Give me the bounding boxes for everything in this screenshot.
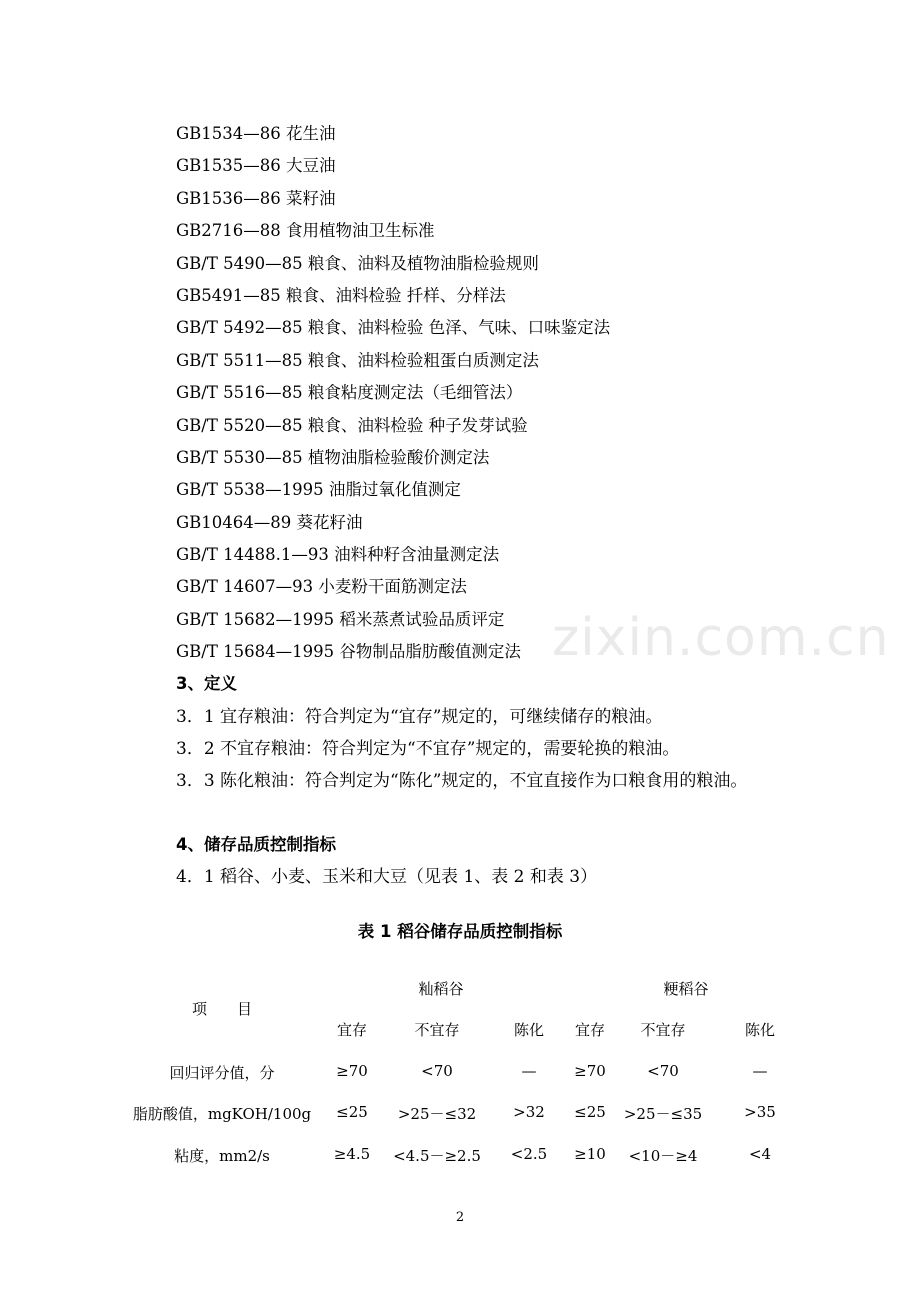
table-cell: >32 (513, 1103, 545, 1121)
table-1-title: 表 1 稻谷储存品质控制指标 (357, 922, 563, 941)
definition-3: 3．3 陈化粮油：符合判定为“陈化”规定的，不宜直接作为口粮食用的粮油。 (176, 771, 748, 791)
table-cell: ≤25 (574, 1103, 606, 1121)
standard-item: GB2716—88 食用植物油卫生标准 (176, 221, 435, 241)
section-4-1: 4．1 稻谷、小麦、玉米和大豆（见表 1、表 2 和表 3） (176, 867, 598, 887)
standard-item: GB10464—89 葵花籽油 (176, 512, 363, 532)
table-cell: — (521, 1062, 537, 1080)
standard-item: GB/T 5530—85 植物油脂检验酸价测定法 (176, 447, 490, 467)
table-row-label: 回归评分值，分 (169, 1064, 275, 1082)
table-subheader: 宜存 (574, 1021, 606, 1039)
standard-item: GB1536—86 菜籽油 (176, 188, 336, 208)
standard-item: GB/T 14607—93 小麦粉干面筋测定法 (176, 577, 467, 597)
table-cell: ≥70 (574, 1062, 606, 1080)
table-row-label: 脂肪酸值，mgKOH/100g (132, 1105, 312, 1123)
standard-item: GB/T 5492—85 粮食、油料检验 色泽、气味、口味鉴定法 (176, 318, 611, 338)
table-cell: <4.5－≥2.5 (393, 1147, 481, 1165)
section-3-heading: 3、定义 (176, 674, 237, 693)
definition-1: 3．1 宜存粮油：符合判定为“宜存”规定的，可继续储存的粮油。 (176, 707, 663, 727)
standard-item: GB/T 5490—85 粮食、油料及植物油脂检验规则 (176, 253, 539, 273)
table-subheader: 不宜存 (640, 1021, 686, 1039)
watermark: zixin.com.cn (552, 608, 890, 668)
standard-item: GB/T 5516—85 粮食粘度测定法（毛细管法） (176, 383, 523, 403)
table-cell: <2.5 (510, 1145, 548, 1163)
table-subheader: 宜存 (336, 1021, 368, 1039)
definition-2: 3．2 不宜存粮油：符合判定为“不宜存”规定的，需要轮换的粮油。 (176, 739, 680, 759)
section-4-heading: 4、储存品质控制指标 (176, 835, 336, 854)
table-cell: <70 (421, 1062, 453, 1080)
standard-item: GB/T 5520—85 粮食、油料检验 种子发芽试验 (176, 415, 528, 435)
table-cell: ≥4.5 (333, 1145, 371, 1163)
table-item-header: 项 目 (191, 1000, 253, 1018)
standards-list (176, 118, 610, 669)
standard-item: GB/T 5511—85 粮食、油料检验粗蛋白质测定法 (176, 350, 539, 370)
table-cell: — (752, 1062, 768, 1080)
table-cell: >25－≤32 (397, 1105, 477, 1123)
table-cell: <10－≥4 (628, 1147, 698, 1165)
table-cell: <70 (647, 1062, 679, 1080)
table-subheader: 陈化 (744, 1021, 776, 1039)
standard-item: GB1534—86 花生油 (176, 124, 336, 143)
standard-item: GB/T 15684—1995 谷物制品脂肪酸值测定法 (176, 642, 521, 662)
table-group-japonica: 粳稻谷 (663, 980, 709, 998)
standard-item: GB5491—85 粮食、油料检验 扦样、分样法 (176, 285, 506, 305)
table-group-indica: 籼稻谷 (418, 980, 464, 998)
table-cell: <4 (748, 1145, 772, 1163)
standard-item: GB/T 15682—1995 稻米蒸煮试验品质评定 (176, 609, 505, 629)
table-cell: >35 (744, 1103, 776, 1121)
table-row-label: 粘度，mm2/s (174, 1147, 270, 1165)
page-number: 2 (455, 1210, 465, 1225)
table-cell: ≤25 (336, 1103, 368, 1121)
table-cell: >25－≤35 (623, 1105, 703, 1123)
table-cell: ≥70 (336, 1062, 368, 1080)
standard-item: GB1535—86 大豆油 (176, 156, 336, 176)
table-subheader: 陈化 (513, 1021, 545, 1039)
table-cell: ≥10 (574, 1145, 606, 1163)
table-subheader: 不宜存 (414, 1021, 460, 1039)
standard-item: GB/T 5538—1995 油脂过氧化值测定 (176, 480, 461, 500)
standard-item: GB/T 14488.1—93 油料种籽含油量测定法 (176, 545, 500, 565)
